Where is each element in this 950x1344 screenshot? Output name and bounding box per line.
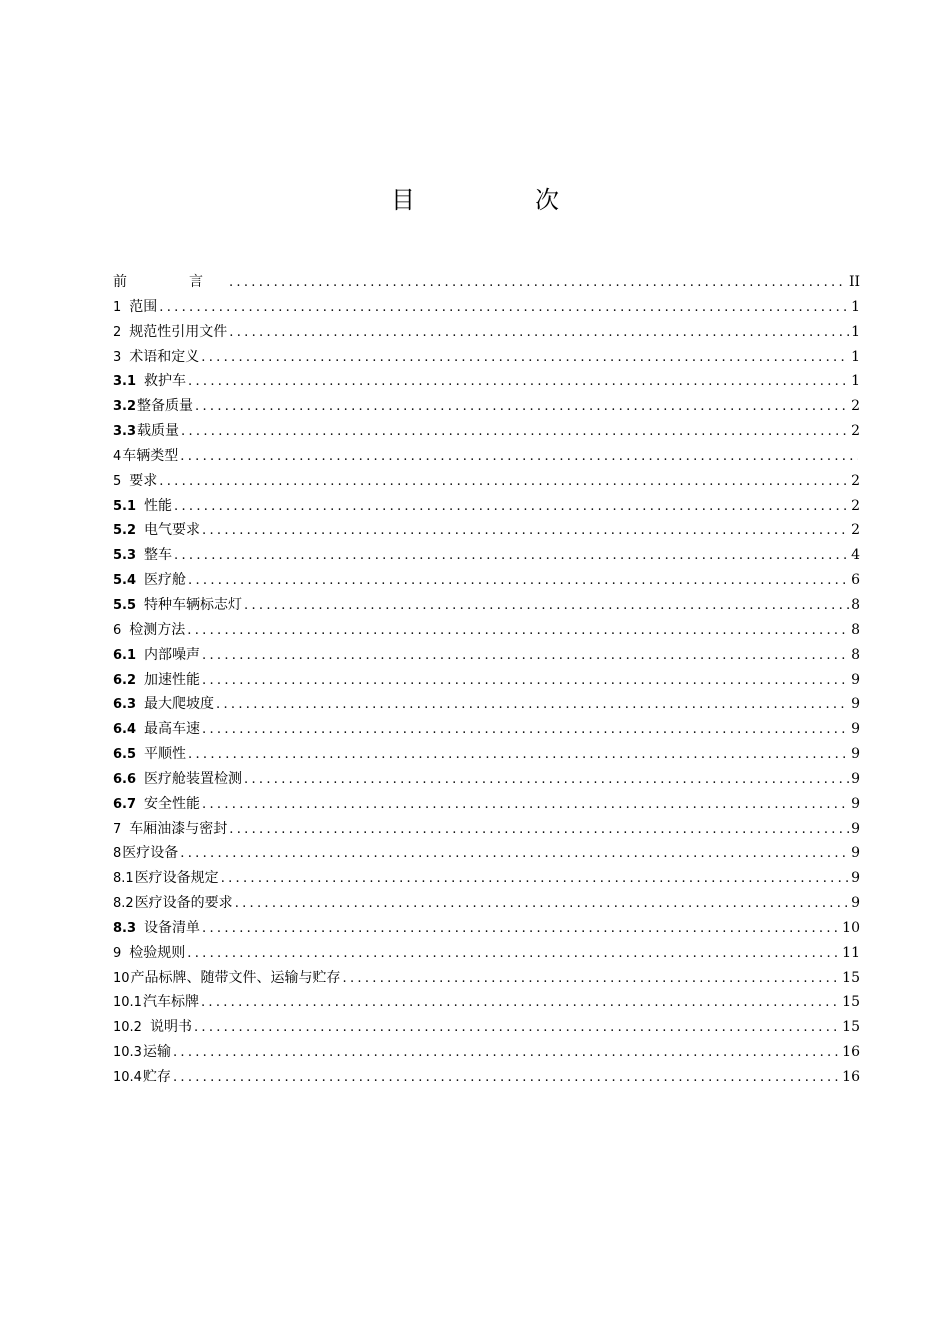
dot-leader — [174, 544, 849, 569]
toc-page-number: 8 — [851, 646, 860, 663]
toc-entry-label — [113, 891, 233, 917]
dot-leader — [229, 271, 847, 296]
toc-section-title: 救护车 — [144, 373, 187, 390]
dot-leader — [202, 718, 849, 743]
table-of-contents — [113, 270, 860, 1090]
toc-section-title: 医疗舱 — [144, 572, 187, 589]
toc-page-number: 11 — [842, 944, 860, 961]
toc-section-title: 贮存 — [142, 1069, 171, 1085]
toc-section-number: 3.1 — [113, 374, 137, 390]
toc-section-title: 整备质量 — [137, 398, 194, 415]
toc-section-title: 产品标牌、随带文件、运输与贮存 — [130, 969, 341, 986]
toc-entry[interactable] — [113, 692, 860, 717]
toc-section-title: 载质量 — [137, 423, 180, 440]
toc-section-number: 10.2 — [113, 1020, 142, 1036]
toc-page-number: 1 — [851, 323, 860, 340]
toc-entry[interactable] — [113, 568, 860, 593]
toc-section-number: 2 — [113, 324, 122, 340]
toc-entry[interactable] — [113, 841, 860, 866]
toc-entry-label — [113, 916, 200, 942]
toc-section-title: 检验规则 — [129, 944, 186, 961]
toc-section-number: 5.1 — [113, 498, 137, 514]
toc-entry-label — [113, 668, 200, 694]
toc-section-number: 8 — [113, 846, 122, 862]
toc-entry[interactable] — [113, 369, 860, 394]
toc-page-number: 9 — [851, 895, 860, 912]
toc-section-title: 医疗舱装置检测 — [144, 770, 243, 787]
toc-section-number: 10.4 — [113, 1070, 142, 1085]
toc-page-number: 15 — [842, 969, 860, 986]
toc-entry[interactable] — [113, 419, 860, 444]
toc-entry[interactable] — [113, 394, 860, 419]
toc-entry[interactable] — [113, 817, 860, 842]
toc-section-title: 设备清单 — [144, 919, 201, 936]
toc-entry[interactable] — [113, 494, 860, 519]
toc-entry-label — [113, 1040, 171, 1066]
toc-section-title: 说明书 — [149, 1019, 192, 1036]
toc-page-number: 10 — [842, 919, 860, 936]
toc-page-number: 9 — [851, 696, 860, 713]
toc-page-number: 9 — [851, 795, 860, 812]
toc-entry[interactable] — [113, 270, 860, 295]
toc-section-number: 5.5 — [113, 597, 137, 613]
toc-section-number: 6.6 — [113, 771, 137, 787]
toc-entry-label — [113, 270, 227, 295]
toc-section-number: 5.4 — [113, 573, 137, 589]
dot-leader — [229, 321, 849, 346]
dot-leader — [216, 693, 849, 718]
toc-page-number: 6 — [851, 572, 860, 589]
toc-entry-label — [113, 966, 341, 992]
dot-leader — [244, 594, 849, 619]
toc-section-title: 前 言 — [113, 274, 227, 290]
toc-section-number: 8.2 — [113, 896, 134, 912]
toc-entry[interactable] — [113, 618, 860, 643]
dot-leader — [229, 818, 849, 843]
toc-section-title: 医疗设备的要求 — [134, 895, 233, 912]
dot-leader — [343, 967, 841, 992]
toc-section-title: 安全性能 — [144, 795, 201, 812]
toc-entry-label — [113, 717, 200, 743]
toc-page-number: II — [848, 274, 860, 290]
toc-entry-label — [113, 593, 242, 619]
dot-leader — [188, 743, 849, 768]
toc-section-number: 8.3 — [113, 920, 137, 936]
toc-section-title: 车厢油漆与密封 — [129, 820, 228, 837]
dot-leader — [159, 470, 849, 495]
toc-section-title: 特种车辆标志灯 — [144, 596, 243, 613]
toc-section-title: 车辆类型 — [122, 447, 179, 464]
toc-entry-label — [113, 792, 200, 818]
toc-page-number: 2 — [851, 423, 860, 440]
toc-section-number: 6.5 — [113, 747, 137, 763]
toc-section-title: 加速性能 — [144, 671, 201, 688]
toc-entry-label — [113, 841, 178, 867]
toc-page-number: 16 — [842, 1069, 860, 1085]
toc-entry-label — [113, 866, 219, 892]
toc-entry[interactable] — [113, 518, 860, 543]
toc-entry-label — [113, 643, 200, 669]
toc-entry-label — [113, 568, 186, 594]
toc-entry-label — [113, 543, 172, 569]
toc-entry[interactable] — [113, 792, 860, 817]
toc-section-number: 6.3 — [113, 697, 137, 713]
toc-section-number: 5 — [113, 473, 122, 489]
toc-entry[interactable] — [113, 1015, 860, 1040]
toc-entry[interactable] — [113, 345, 860, 370]
dot-leader — [187, 942, 840, 967]
dot-leader — [202, 644, 849, 669]
toc-section-number: 10.3 — [113, 1045, 142, 1061]
dot-leader — [187, 619, 849, 644]
toc-entry[interactable] — [113, 320, 860, 345]
dot-leader — [202, 669, 849, 694]
toc-entry-label — [113, 494, 172, 520]
toc-entry-label — [113, 444, 178, 470]
toc-entry-label — [113, 742, 186, 768]
toc-section-number: 7 — [113, 821, 122, 837]
toc-section-title: 运输 — [142, 1044, 171, 1061]
toc-entry-label — [113, 320, 227, 346]
toc-entry[interactable] — [113, 941, 860, 966]
toc-section-number: 6.2 — [113, 672, 137, 688]
toc-entry-label — [113, 518, 200, 544]
toc-section-number: 9 — [113, 945, 122, 961]
toc-entry-label — [113, 767, 242, 793]
toc-entry[interactable] — [113, 593, 860, 618]
toc-page-number: 1 — [851, 373, 860, 390]
dot-leader — [188, 370, 849, 395]
dot-leader — [159, 296, 849, 321]
toc-section-number: 5.3 — [113, 548, 137, 564]
toc-section-title: 汽车标牌 — [142, 994, 199, 1011]
toc-section-title: 最大爬坡度 — [144, 696, 215, 713]
toc-entry-label — [113, 295, 157, 321]
dot-leader — [202, 917, 840, 942]
toc-entry[interactable] — [113, 717, 860, 742]
toc-entry[interactable] — [113, 990, 860, 1015]
toc-section-number: 6.1 — [113, 647, 137, 663]
dot-leader — [173, 1066, 840, 1091]
toc-entry-label — [113, 394, 193, 420]
toc-entry[interactable] — [113, 1040, 860, 1065]
dot-leader — [194, 1016, 840, 1041]
toc-page-number: 9 — [851, 820, 860, 837]
toc-entry[interactable] — [113, 469, 860, 494]
toc-entry[interactable] — [113, 1065, 860, 1090]
dot-leader — [221, 867, 849, 892]
toc-entry-label — [113, 1065, 171, 1091]
toc-entry[interactable] — [113, 543, 860, 568]
toc-section-title: 要求 — [129, 472, 158, 489]
toc-page-number: 1 — [851, 298, 860, 315]
toc-entry[interactable] — [113, 767, 860, 792]
toc-section-title: 内部噪声 — [144, 646, 201, 663]
dot-leader — [174, 495, 849, 520]
toc-section-title: 范围 — [129, 298, 158, 315]
dot-leader — [195, 395, 849, 420]
toc-section-number: 6.4 — [113, 722, 137, 738]
toc-section-title: 电气要求 — [144, 522, 201, 539]
toc-entry-label — [113, 469, 157, 495]
toc-entry-label — [113, 692, 214, 718]
toc-page-number: 9 — [851, 671, 860, 688]
toc-entry[interactable] — [113, 742, 860, 767]
toc-page-number: 15 — [842, 994, 860, 1011]
dot-leader — [180, 842, 849, 867]
toc-section-number: 6 — [113, 622, 122, 638]
toc-entry-label — [113, 345, 199, 371]
toc-entry-label — [113, 1015, 192, 1041]
toc-section-title: 性能 — [144, 497, 173, 514]
toc-section-title: 最高车速 — [144, 721, 201, 738]
toc-section-title: 术语和定义 — [129, 348, 200, 365]
dot-leader — [173, 1041, 840, 1066]
dot-leader — [235, 892, 849, 917]
toc-section-number: 8.1 — [113, 871, 134, 887]
toc-page-number: 2 — [851, 398, 860, 415]
toc-title: 目 次 — [391, 186, 607, 214]
toc-entry-label — [113, 369, 186, 395]
dot-leader — [244, 768, 849, 793]
toc-entry[interactable] — [113, 966, 860, 991]
toc-section-number: 10 — [113, 970, 130, 986]
toc-page-number: 2 — [851, 472, 860, 489]
toc-entry[interactable] — [113, 866, 860, 891]
toc-entry-label — [113, 941, 185, 967]
toc-page-number: 1 — [851, 348, 860, 365]
toc-section-title: 检测方法 — [129, 621, 186, 638]
toc-section-title: 平顺性 — [144, 746, 187, 763]
toc-section-number: 1 — [113, 299, 122, 315]
toc-page-number: 9 — [851, 870, 860, 887]
toc-page-number: 4 — [851, 547, 860, 564]
toc-section-number: 6.7 — [113, 796, 137, 812]
dot-leader — [188, 569, 849, 594]
toc-section-number: 3.3 — [113, 424, 137, 440]
toc-page-number: 8 — [851, 596, 860, 613]
toc-page-number: 9 — [851, 721, 860, 738]
toc-section-number: 5.2 — [113, 523, 137, 539]
toc-entry[interactable] — [113, 295, 860, 320]
dot-leader — [201, 991, 840, 1016]
toc-entry[interactable] — [113, 891, 860, 916]
toc-entry-label — [113, 990, 199, 1016]
toc-entry-label — [113, 817, 227, 843]
toc-entry[interactable] — [113, 444, 860, 469]
toc-page-number: 9 — [851, 770, 860, 787]
toc-page-number: 9 — [851, 845, 860, 862]
dot-leader — [180, 445, 858, 470]
toc-section-number: 3.2 — [113, 399, 137, 415]
dot-leader — [201, 346, 849, 371]
toc-page-number: 16 — [842, 1044, 860, 1061]
toc-entry[interactable] — [113, 916, 860, 941]
toc-section-number: 4 — [113, 448, 122, 464]
toc-page-number: 8 — [851, 621, 860, 638]
toc-entry[interactable] — [113, 643, 860, 668]
toc-entry-label — [113, 618, 185, 644]
dot-leader — [202, 793, 849, 818]
toc-page-number: 2 — [851, 522, 860, 539]
toc-entry-label — [113, 419, 179, 445]
toc-page-number: 2 — [851, 497, 860, 514]
toc-section-title: 整车 — [144, 547, 173, 564]
toc-section-title: 医疗设备规定 — [134, 870, 219, 887]
toc-section-number: 3 — [113, 349, 122, 365]
toc-section-number: 10.1 — [113, 995, 142, 1011]
toc-page-number: 9 — [851, 746, 860, 763]
dot-leader — [181, 420, 849, 445]
dot-leader — [202, 519, 849, 544]
toc-page-number: 15 — [842, 1019, 860, 1036]
toc-section-title: 医疗设备 — [122, 845, 179, 862]
toc-entry[interactable] — [113, 668, 860, 693]
toc-section-title: 规范性引用文件 — [129, 323, 228, 340]
